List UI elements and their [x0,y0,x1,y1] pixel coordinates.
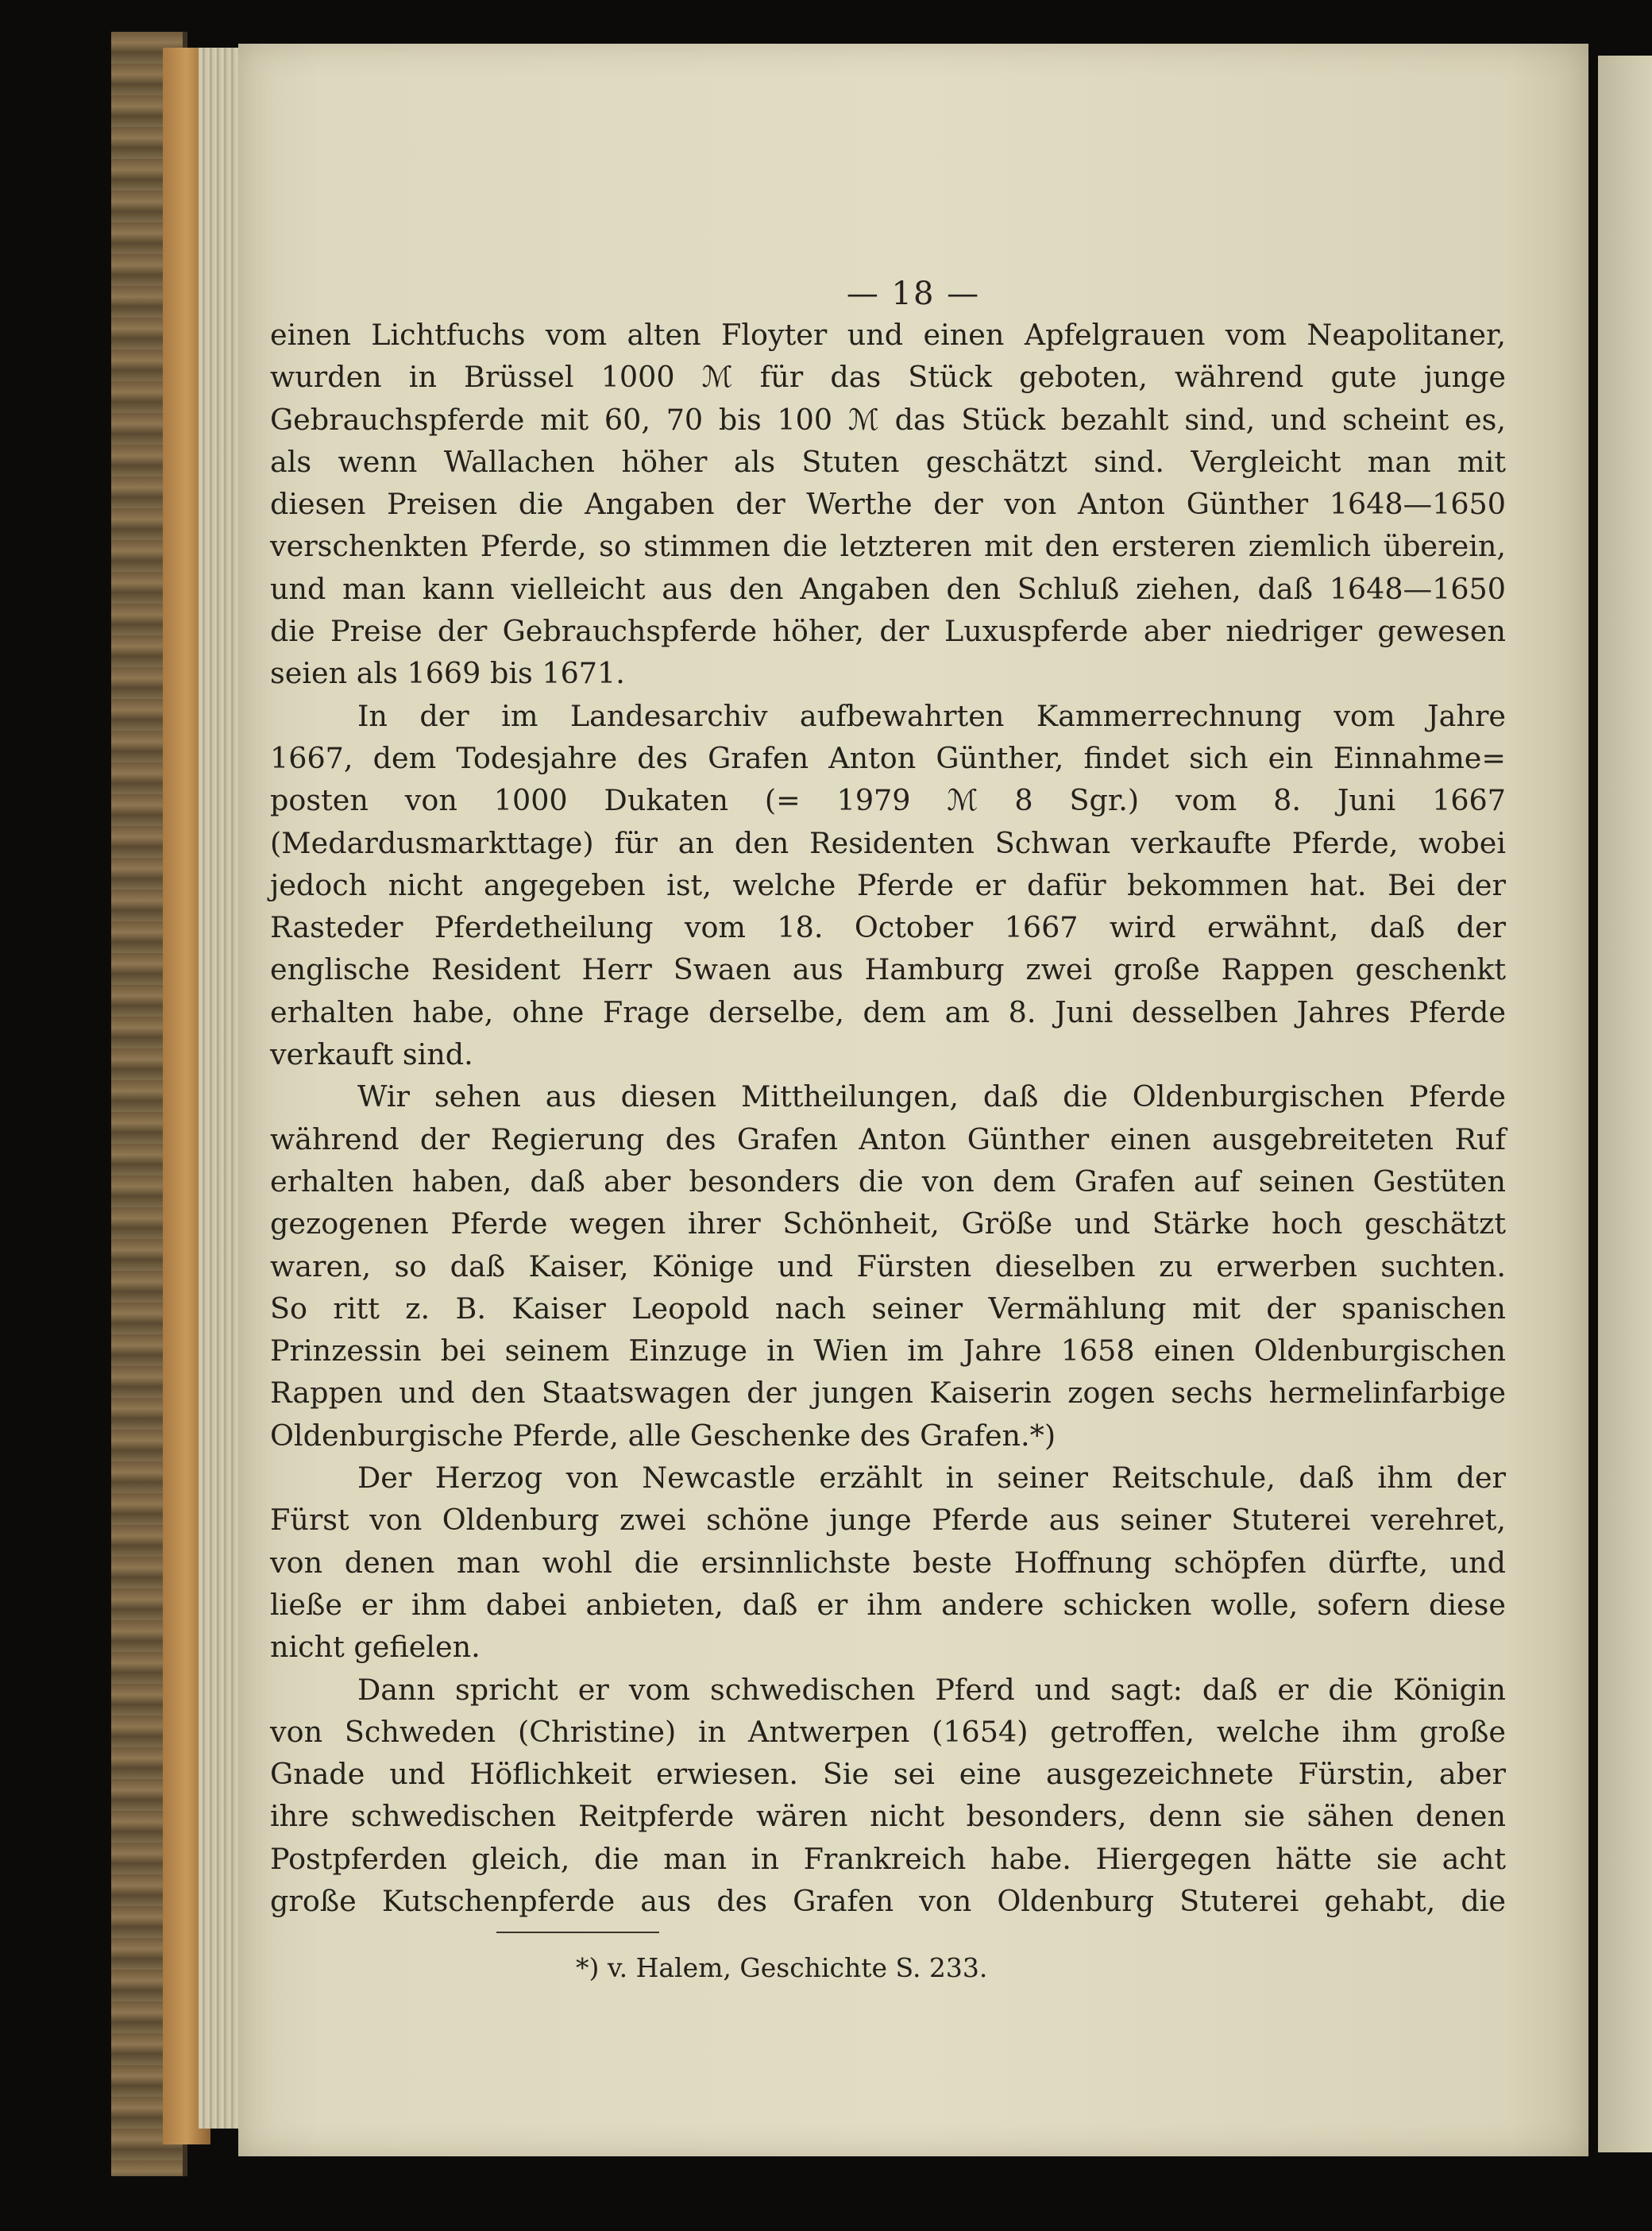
text-line: ließe er ihm dabei anbieten, daß er ihm andere schicken wolle, sofern diese [270,1587,1506,1622]
text-line: die Preise der Gebrauchspferde höher, der Luxuspferde aber niedriger gewesen [270,614,1506,649]
text-line: (Medardusmarkttage) für an den Residenten Schwan verkaufte Pferde, wobei [270,825,1506,860]
text-line: Postpferden gleich, die man in Frankreich habe. Hiergegen hätte sie acht [270,1841,1506,1876]
text-line: Dann spricht er vom schwedischen Pferd und sagt: daß er die Königin [357,1672,1506,1707]
text-line: So ritt z. B. Kaiser Leopold nach seiner Vermählung mit der spanischen [270,1291,1506,1326]
text-line: Oldenburgische Pferde, alle Geschenke des Grafen.*) [270,1418,1056,1453]
text-line: von Schweden (Christine) in Antwerpen (1654) getroffen, welche ihm große [270,1714,1506,1749]
text-line: gezogenen Pferde wegen ihrer Schönheit, Größe und Stärke hoch geschätzt [270,1206,1506,1241]
text-line: einen Lichtfuchs vom alten Floyter und einen Apfelgrauen vom Neapolitaner, [270,318,1506,352]
text-line: und man kann vielleicht aus den Angaben den Schluß ziehen, daß 1648—1650 [270,571,1506,606]
footnote-separator [496,1932,659,1933]
text-line: Wir sehen aus diesen Mittheilungen, daß die Oldenburgischen Pferde [357,1079,1506,1114]
text-line: ihre schwedischen Reitpferde wären nicht besonders, denn sie sähen denen [270,1799,1506,1834]
text-line: Fürst von Oldenburg zwei schöne junge Pferde aus seiner Stuterei verehret, [270,1503,1506,1538]
text-line: Rappen und den Staatswagen der jungen Kaiserin zogen sechs hermelinfarbige [270,1376,1506,1411]
page-number: — 18 — [846,276,981,312]
text-line: verkauft sind. [270,1037,473,1072]
text-line: nicht gefielen. [270,1630,481,1665]
facing-page-edge [1598,56,1652,2152]
text-line: englische Resident Herr Swaen aus Hamburg zwei große Rappen geschenkt [270,952,1506,987]
text-line: große Kutschenpferde aus des Grafen von Oldenburg Stuterei gehabt, die [270,1883,1506,1918]
text-line: Gebrauchspferde mit 60, 70 bis 100 ℳ das Stück bezahlt sind, und scheint es, [270,402,1506,437]
footnote: *) v. Halem, Geschichte S. 233. [576,1952,988,1983]
text-line: erhalten haben, daß aber besonders die von dem Grafen auf seinen Gestüten [270,1164,1506,1198]
text-line: Rasteder Pferdetheilung vom 18. October 1667 wird erwähnt, daß der [270,910,1506,945]
text-line: Gnade und Höflichkeit erwiesen. Sie sei eine ausgezeichnete Fürstin, aber [270,1757,1506,1792]
text-line: Der Herzog von Newcastle erzählt in seiner Reitschule, daß ihm der [357,1461,1506,1496]
text-line: posten von 1000 Dukaten (= 1979 ℳ 8 Sgr.) vom 8. Juni 1667 [270,783,1506,818]
text-line: Prinzessin bei seinem Einzuge in Wien im Jahre 1658 einen Oldenburgischen [270,1334,1506,1368]
text-line: während der Regierung des Grafen Anton Günther einen ausgebreiteten Ruf [270,1121,1506,1156]
text-line: wurden in Brüssel 1000 ℳ für das Stück geboten, während gute junge [270,360,1506,395]
text-line: 1667, dem Todesjahre des Grafen Anton Günther, findet sich ein Einnahme= [270,740,1506,775]
text-line: als wenn Wallachen höher als Stuten geschätzt sind. Vergleicht man mit [270,444,1506,479]
body-text [270,314,1506,1922]
text-line: von denen man wohl die ersinnlichste beste Hoffnung schöpfen dürfte, und [270,1545,1506,1580]
text-line: verschenkten Pferde, so stimmen die letzteren mit den ersteren ziemlich überein, [270,529,1506,564]
text-line: waren, so daß Kaiser, Könige und Fürsten dieselben zu erwerben suchten. [270,1249,1506,1283]
text-line: erhalten habe, ohne Frage derselbe, dem am 8. Juni desselben Jahres Pferde [270,994,1506,1029]
text-line: diesen Preisen die Angaben der Werthe der von Anton Günther 1648—1650 [270,487,1506,522]
text-line: jedoch nicht angegeben ist, welche Pferde er dafür bekommen hat. Bei der [270,867,1506,902]
text-line: In der im Landesarchiv aufbewahrten Kammerrechnung vom Jahre [357,698,1506,733]
text-line: seien als 1669 bis 1671. [270,656,625,691]
